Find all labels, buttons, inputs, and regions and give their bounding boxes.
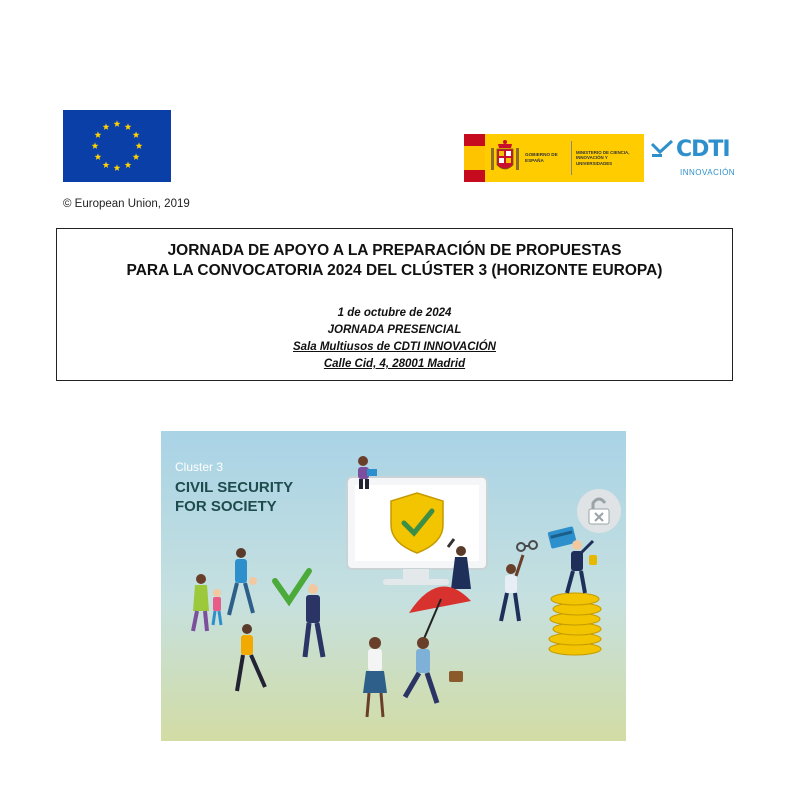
cluster3-illustration — [161, 431, 626, 741]
government-logo — [464, 134, 644, 182]
headline-line2: FOR SOCIETY — [175, 498, 277, 515]
eu-star-icon — [125, 161, 132, 168]
eu-star-icon — [92, 142, 99, 149]
eu-star-icon — [95, 131, 102, 138]
event-venue: Sala Multiusos de CDTI INNOVACIÓN — [293, 341, 496, 353]
eu-star-icon — [114, 120, 121, 127]
eu-flag-icon — [63, 110, 171, 182]
eu-star-icon — [103, 161, 110, 168]
event-title-line1: JORNADA DE APOYO A LA PREPARACIÓN DE PROPUESTAS — [167, 242, 622, 259]
event-mode: JORNADA PRESENCIAL — [327, 324, 462, 336]
event-title-box — [56, 228, 733, 381]
eu-star-icon — [95, 153, 102, 160]
gov-logo-line2: MINISTERIO DE CIENCIA, INNOVACIÓN Y UNIVERSIDADES — [576, 149, 630, 166]
cdti-logo-name: CDTI — [676, 137, 730, 162]
eu-star-icon — [125, 123, 132, 130]
eu-star-icon — [133, 131, 140, 138]
eu-star-icon — [103, 123, 110, 130]
spanish-flag-strip — [464, 134, 485, 182]
eu-star-icon — [114, 164, 121, 171]
event-address: Calle Cid, 4, 28001 Madrid — [323, 358, 466, 370]
gov-logo-divider — [571, 141, 572, 175]
cdti-logo-sub: INNOVACIÓN — [680, 168, 736, 177]
event-date: 1 de octubre de 2024 — [337, 307, 452, 319]
headline-line1: CIVIL SECURITY — [175, 479, 294, 496]
spanish-coat-of-arms-icon — [489, 138, 521, 178]
copyright-notice: © European Union, 2019 — [63, 198, 190, 210]
eu-star-icon — [133, 153, 140, 160]
padlock-icon — [577, 489, 621, 533]
cluster-label: Cluster 3 — [175, 460, 224, 474]
cdti-logo — [650, 137, 736, 183]
eu-star-icon — [136, 142, 143, 149]
event-title-line2: PARA LA CONVOCATORIA 2024 DEL CLÚSTER 3 (HORIZONTE EUROPA) — [126, 262, 663, 279]
gov-logo-line1: GOBIERNO DE ESPAÑA — [525, 152, 558, 163]
cdti-arrow-icon — [650, 138, 676, 162]
